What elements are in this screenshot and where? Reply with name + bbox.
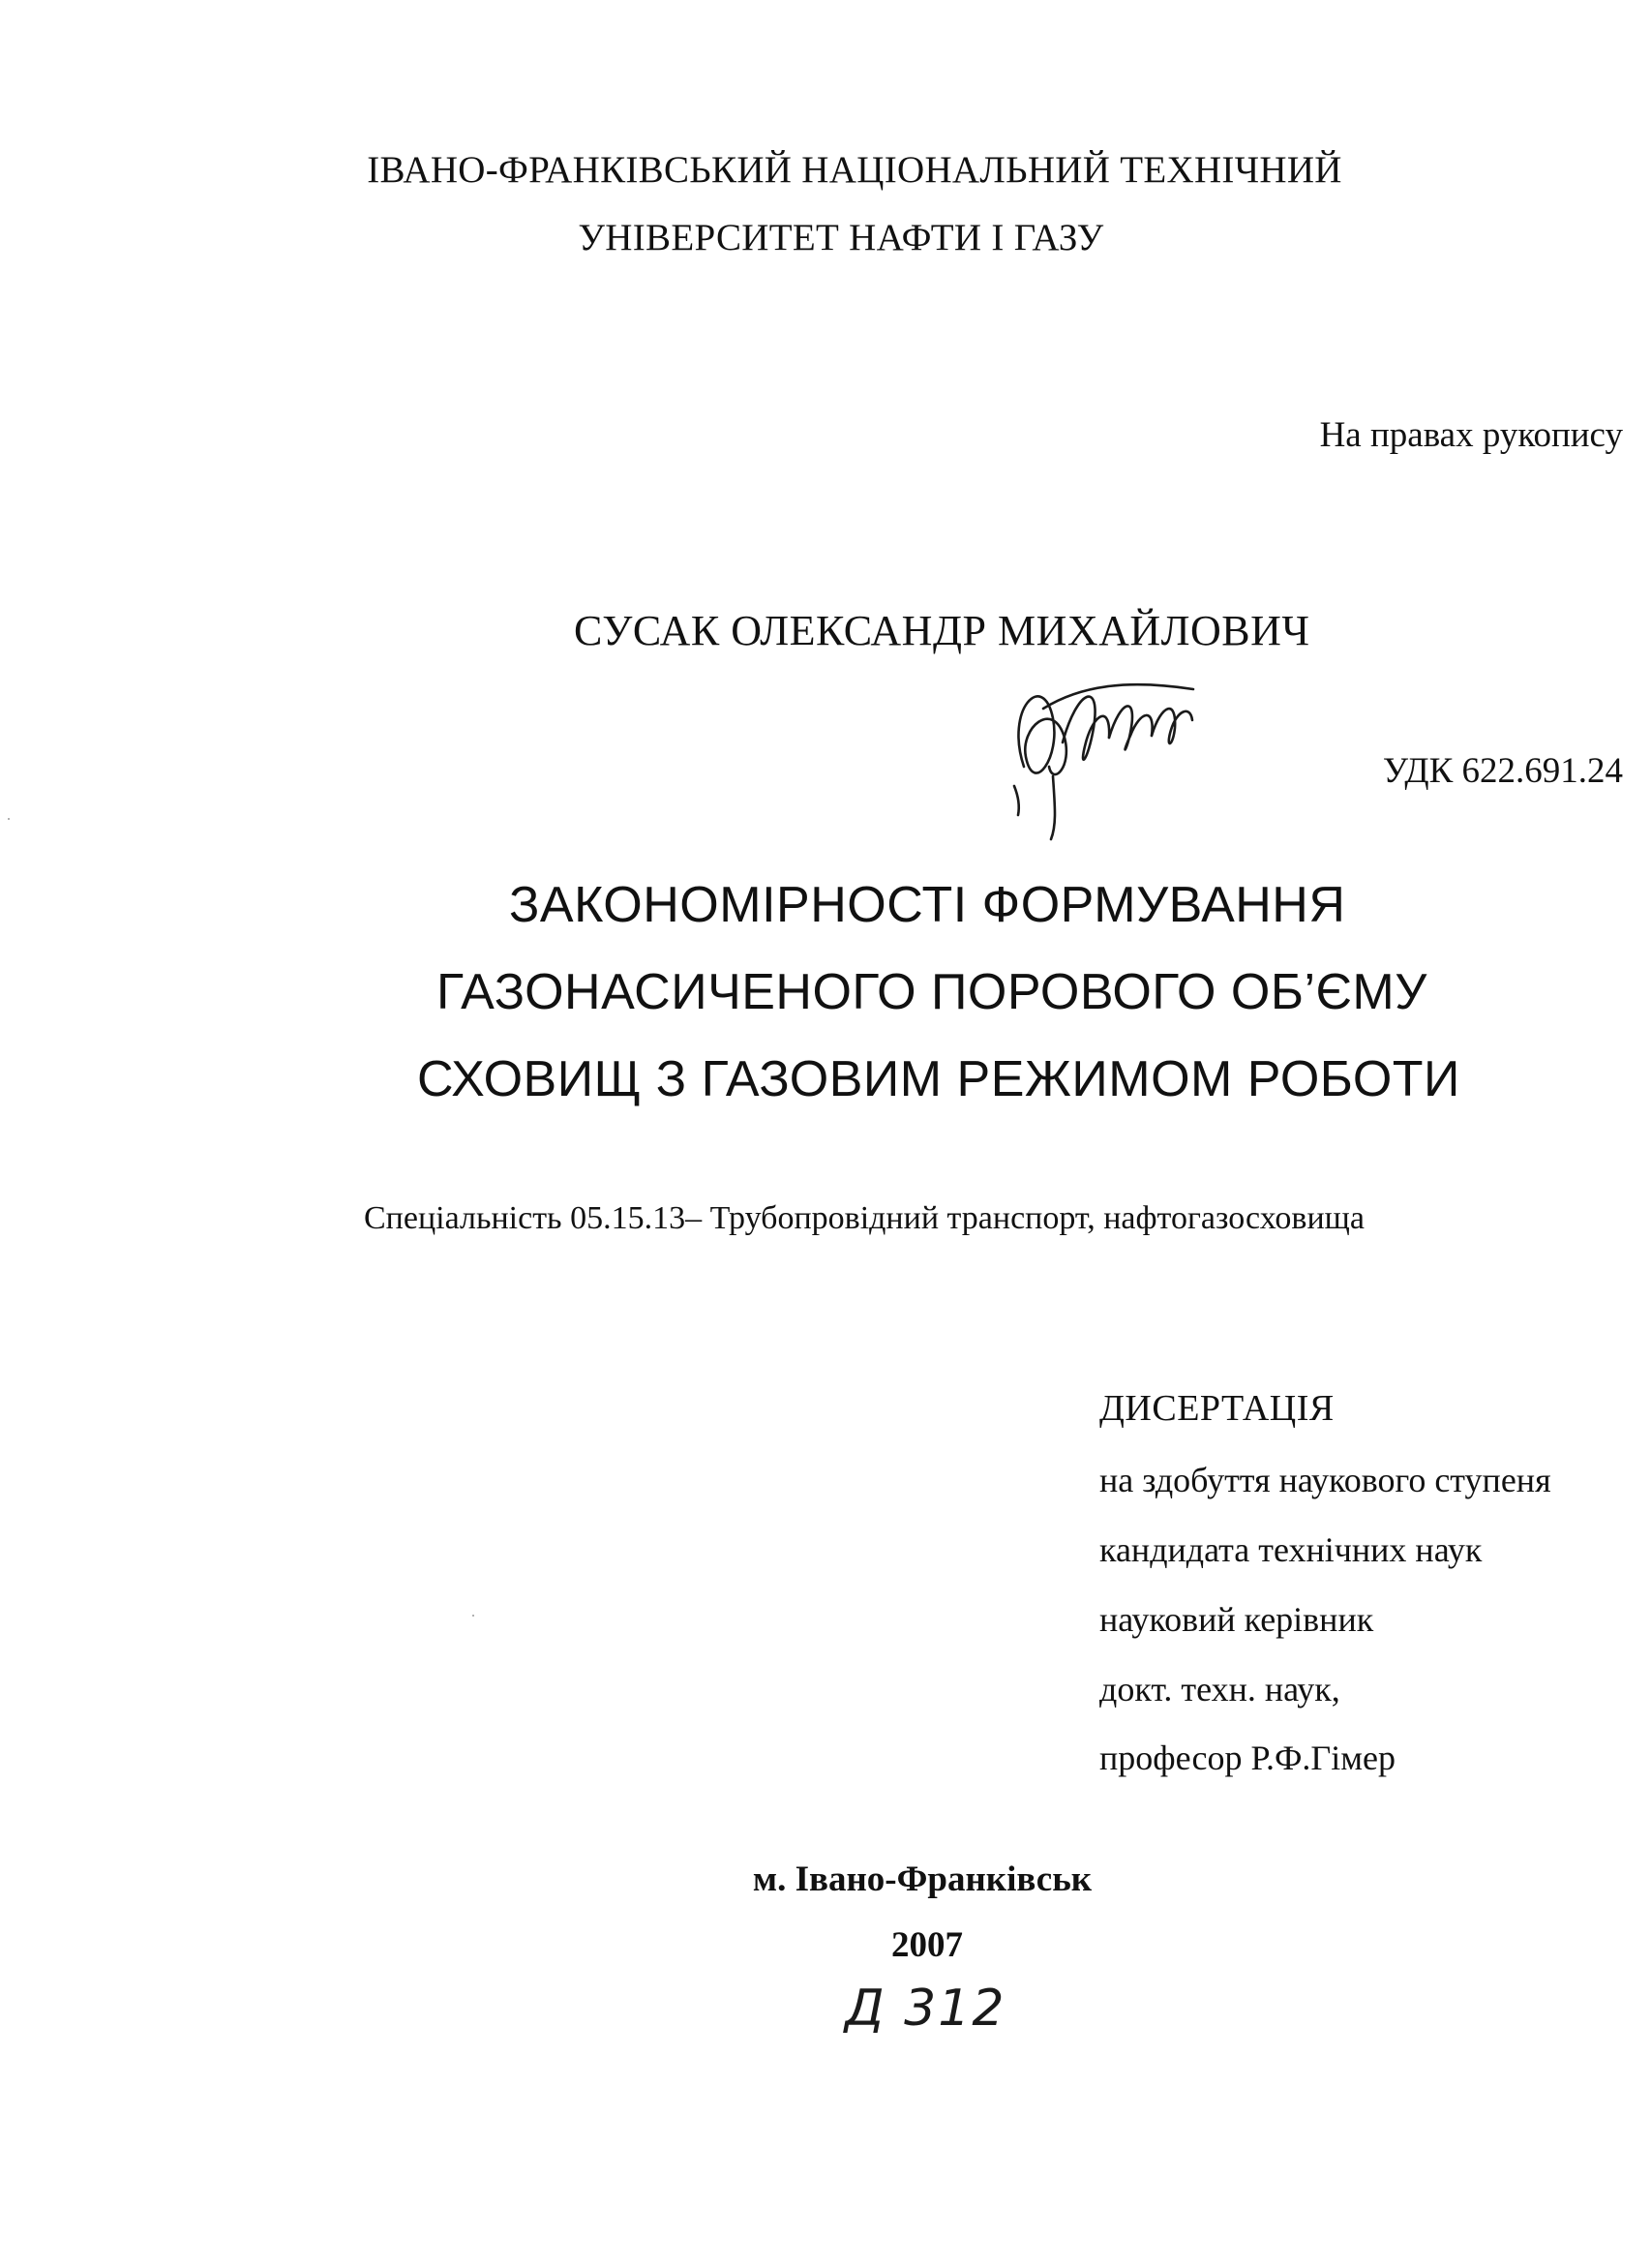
- scan-speck: [8, 818, 10, 820]
- year: 2007: [891, 1925, 963, 1965]
- author-signature: [985, 650, 1208, 844]
- specialty-line: Спеціальність 05.15.13– Трубопровідний транспорт, нафтогазосховища: [364, 1200, 1365, 1236]
- thesis-title-line-1: ЗАКОНОМІРНОСТІ ФОРМУВАННЯ: [509, 877, 1346, 933]
- scan-speck: [472, 1615, 474, 1617]
- dissertation-heading: ДИСЕРТАЦІЯ: [1099, 1388, 1335, 1429]
- thesis-title-line-2: ГАЗОНАСИЧЕНОГО ПОРОВОГО ОБ’ЄМУ: [436, 964, 1427, 1020]
- university-name-line-1: ІВАНО-ФРАНКІВСЬКИЙ НАЦІОНАЛЬНИЙ ТЕХНІЧНИЙ: [367, 149, 1342, 191]
- udc-code: УДК 622.691.24: [1382, 751, 1623, 791]
- author-name: СУСАК ОЛЕКСАНДР МИХАЙЛОВИЧ: [574, 607, 1310, 654]
- supervisor-name: професор Р.Ф.Гімер: [1099, 1739, 1396, 1777]
- thesis-title-line-3: СХОВИЩ З ГАЗОВИМ РЕЖИМОМ РОБОТИ: [417, 1051, 1460, 1107]
- university-name-line-2: УНІВЕРСИТЕТ НАФТИ І ГАЗУ: [578, 217, 1104, 258]
- supervisor-degree: докт. техн. наук,: [1099, 1670, 1340, 1709]
- handwritten-archive-number: Д 312: [845, 1980, 1006, 2038]
- manuscript-rights-note: На правах рукопису: [1319, 415, 1623, 455]
- dissertation-degree-line: на здобуття наукового ступеня: [1099, 1461, 1551, 1499]
- supervisor-label: науковий керівник: [1099, 1600, 1374, 1639]
- dissertation-degree-field: кандидата технічних наук: [1099, 1530, 1483, 1569]
- city: м. Івано-Франківськ: [752, 1860, 1093, 1899]
